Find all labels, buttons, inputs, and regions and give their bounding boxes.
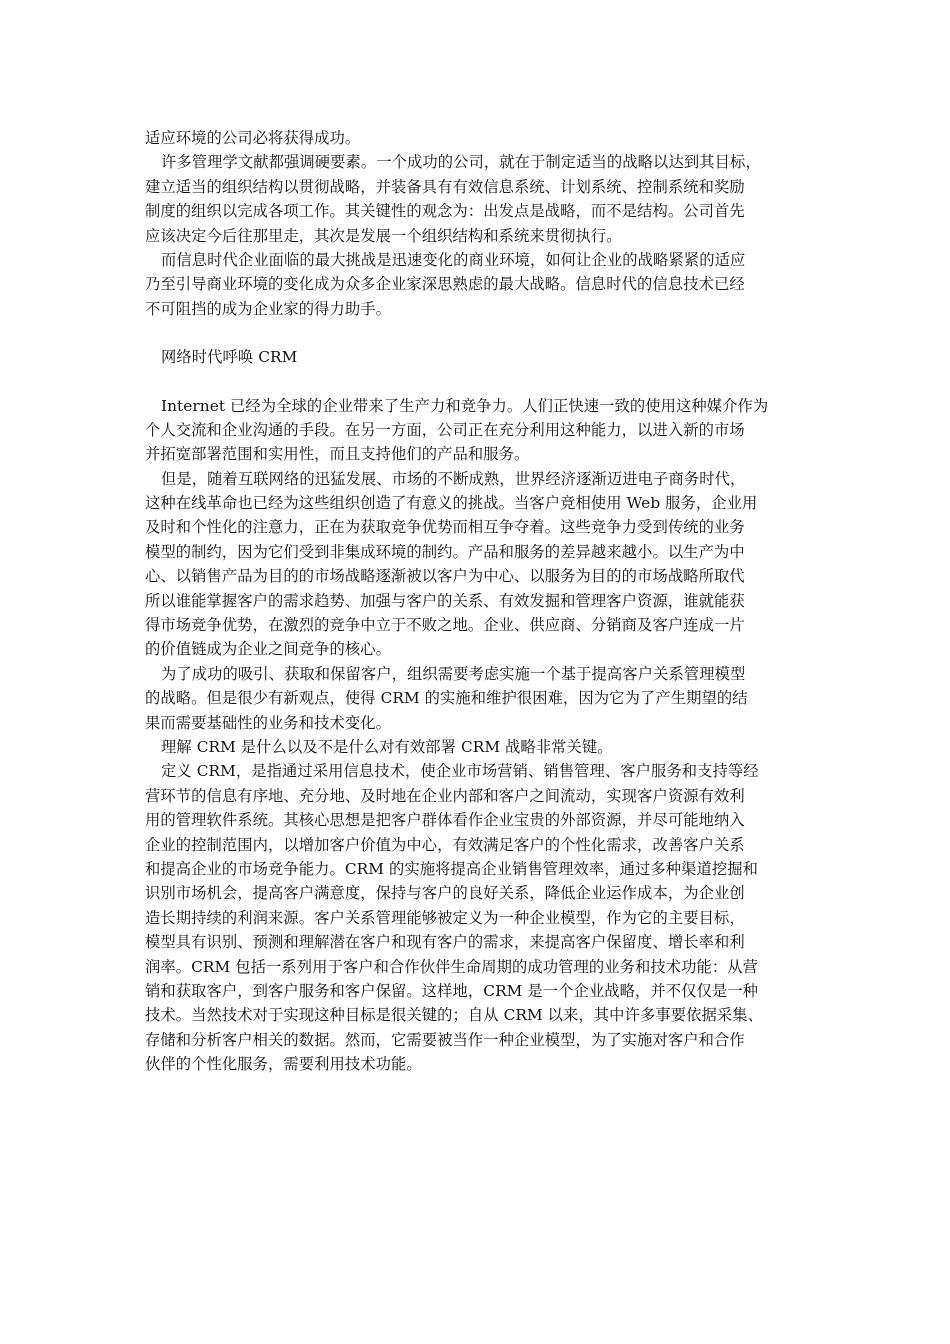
text-line: 为了成功的吸引、获取和保留客户，组织需要考虑实施一个基于提高客户关系管理模型 bbox=[161, 664, 746, 683]
text-line: 这种在线革命也已经为这些组织创造了有意义的挑战。当客户竞相使用 Web 服务，企业用 bbox=[145, 494, 758, 513]
text-line: 销和获取客户，到客户服务和客户保留。这样地，CRM 是一个企业战略，并不仅仅是一种 bbox=[145, 981, 759, 1000]
text-line: 心、以销售产品为目的的市场战略逐渐被以客户为中心、以服务为目的的市场战略所取代 bbox=[145, 567, 745, 586]
text-line: 润率。CRM 包括一系列用于客户和合作伙伴生命周期的成功管理的业务和技术功能：从营 bbox=[145, 957, 759, 976]
text-line: 定义 CRM，是指通过采用信息技术，使企业市场营销、销售管理、客户服务和支持等经 bbox=[161, 762, 759, 781]
text-line: 的战略。但是很少有新观点，使得 CRM 的实施和维护很困难，因为它为了产生期望的结 bbox=[145, 689, 748, 708]
text-line: 企业的控制范围内，以增加客户价值为中心，有效满足客户的个性化需求，改善客户关系 bbox=[145, 835, 745, 854]
text-line: 但是，随着互联网络的迅猛发展、市场的不断成熟，世界经济逐渐迈进电子商务时代， bbox=[161, 469, 746, 488]
text-line: 伙伴的个性化服务，需要利用技术功能。 bbox=[145, 1055, 422, 1074]
text-line: 适应环境的公司必将获得成功。 bbox=[145, 129, 361, 147]
text-line: 模型具有识别、预测和理解潜在客户和现有客户的需求，来提高客户保留度、增长率和利 bbox=[145, 933, 745, 952]
text-line: 存储和分析客户相关的数据。然而，它需要被当作一种企业模型，为了实施对客户和合作 bbox=[145, 1030, 745, 1049]
text-line: 应该决定今后往那里走，其次是发展一个组织结构和系统来贯彻执行。 bbox=[145, 226, 622, 245]
text-line: 所以谁能掌握客户的需求趋势、加强与客户的关系、有效发掘和管理客户资源，谁就能获 bbox=[145, 591, 745, 610]
text-line: 营环节的信息有序地、充分地、及时地在企业内部和客户之间流动，实现客户资源有效利 bbox=[145, 786, 745, 805]
text-line: 的价值链成为企业之间竞争的核心。 bbox=[145, 640, 392, 659]
text-line: 理解 CRM 是什么以及不是什么对有效部署 CRM 战略非常关键。 bbox=[161, 737, 613, 756]
text-line: 果而需要基础性的业务和技术变化。 bbox=[145, 713, 392, 732]
text-line: 和提高企业的市场竞争能力。CRM 的实施将提高企业销售管理效率，通过多种渠道挖掘和 bbox=[145, 859, 759, 878]
text-line: 个人交流和企业沟通的手段。在另一方面，公司正在充分利用这种能力，以进入新的市场 bbox=[145, 420, 745, 439]
text-line: 识别市场机会，提高客户满意度，保持与客户的良好关系，降低企业运作成本，为企业创 bbox=[145, 884, 745, 903]
text-line: 许多管理学文献都强调硬要素。一个成功的公司，就在于制定适当的战略以达到其目标， bbox=[161, 153, 761, 172]
text-line: 用的管理软件系统。其核心思想是把客户群体看作企业宝贵的外部资源，并尽可能地纳入 bbox=[145, 811, 745, 830]
text-line: 及时和个性化的注意力，正在为获取竞争优势而相互争夺着。这些竞争力受到传统的业务 bbox=[145, 518, 745, 537]
text-line: 而信息时代企业面临的最大挑战是迅速变化的商业环境，如何让企业的战略紧紧的适应 bbox=[161, 250, 746, 269]
text-line: 模型的制约，因为它们受到非集成环境的制约。产品和服务的差异越来越小。以生产为中 bbox=[145, 542, 745, 561]
section-heading: 网络时代呼唤 CRM bbox=[161, 348, 298, 367]
text-line: 技术。当然技术对于实现这种目标是很关键的；自从 CRM 以来，其中许多事要依据采集、 bbox=[145, 1006, 763, 1025]
text-line: 建立适当的组织结构以贯彻战略，并装备具有有效信息系统、计划系统、控制系统和奖励 bbox=[145, 177, 745, 196]
document-page bbox=[145, 126, 810, 1076]
text-line: 得市场竞争优势，在激烈的竞争中立于不败之地。企业、供应商、分销商及客户连成一片 bbox=[145, 616, 745, 635]
text-line: 并拓宽部署范围和实用性，而且支持他们的产品和服务。 bbox=[145, 445, 530, 464]
text-line: 乃至引导商业环境的变化成为众多企业家深思熟虑的最大战略。信息时代的信息技术已经 bbox=[145, 275, 745, 294]
text-line: Internet 已经为全球的企业带来了生产力和竞争力。人们正快速一致的使用这种媒介作为 bbox=[161, 396, 769, 415]
text-line: 不可阻挡的成为企业家的得力助手。 bbox=[145, 299, 392, 318]
text-line: 造长期持续的利润来源。客户关系管理能够被定义为一种企业模型，作为它的主要目标， bbox=[145, 908, 745, 927]
text-line: 制度的组织以完成各项工作。其关键性的观念为：出发点是战略，而不是结构。公司首先 bbox=[145, 202, 745, 221]
